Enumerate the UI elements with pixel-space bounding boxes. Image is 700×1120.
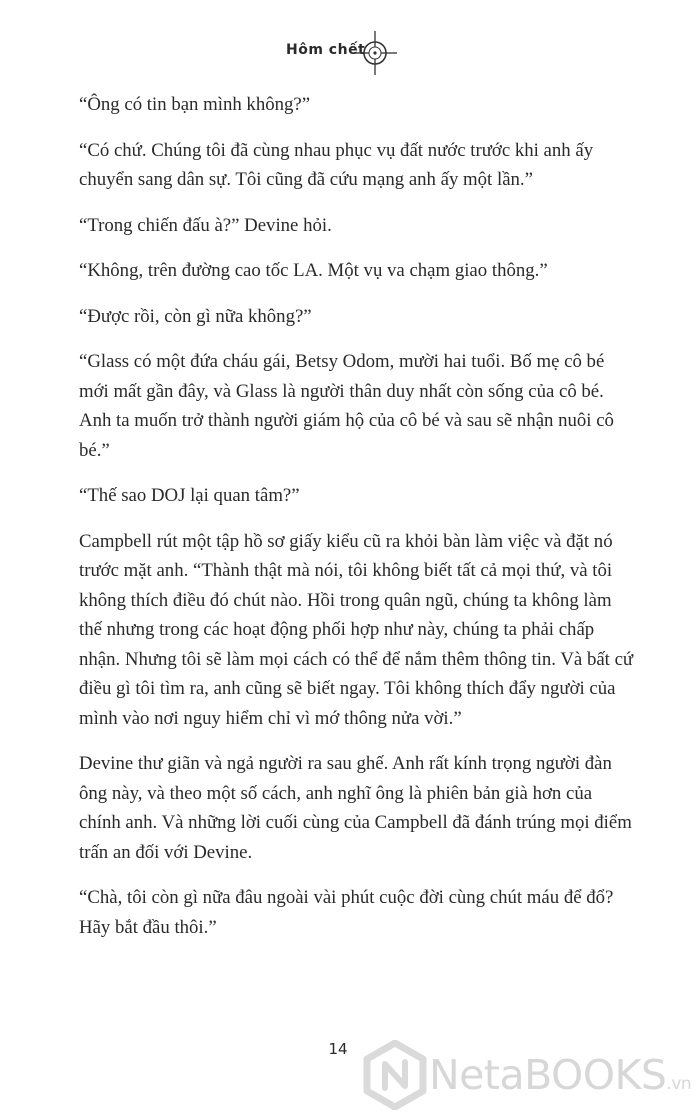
crosshair-icon <box>352 30 398 76</box>
netabooks-logo-icon <box>363 1040 427 1110</box>
paragraph: “Trong chiến đấu à?” Devine hỏi. <box>79 214 332 236</box>
paragraph: “Chà, tôi còn gì nữa đâu ngoài vài phút cuộc đời cùng chút máu để đổ? Hãy bắt đầu thôi.” <box>79 887 614 938</box>
running-header <box>286 30 426 74</box>
paragraph: “Thế sao DOJ lại quan tâm?” <box>79 485 300 506</box>
paragraph: “Được rồi, còn gì nữa không?” <box>79 305 312 327</box>
paragraph: Devine thư giãn và ngả người ra sau ghế. Anh rất kính trọng người đàn ông này, và theo một số cách, anh nghĩ ông là phiên bản già hơn của chính anh. Và những lời cuối cùng của Campbell đã đánh trúng mọi điểm trấn an đối với Devine. <box>79 753 632 863</box>
paragraph: “Có chứ. Chúng tôi đã cùng nhau phục vụ đất nước trước khi anh ấy chuyển sang dân sự. Tôi cũng đã cứu mạng anh ấy một lần.” <box>79 139 594 190</box>
paragraph: “Ông có tin bạn mình không?” <box>79 94 311 115</box>
page-number: 14 <box>328 1040 348 1058</box>
paragraph: “Không, trên đường cao tốc LA. Một vụ va chạm giao thông.” <box>79 260 548 281</box>
watermark-suffix: .vn <box>666 1074 692 1094</box>
paragraph: Campbell rút một tập hồ sơ giấy kiểu cũ ra khỏi bàn làm việc và đặt nó trước mặt anh. “Thành thật mà nói, tôi không biết tất cả mọi thứ, và tôi không thích điều đó chút nào. Hồi trong quân ngũ, chúng ta không làm thế nhưng trong các hoạt động phối hợp như này, chúng ta phải chấp nhận. Nhưng tôi sẽ làm mọi cách có thể để nắm thêm thông tin. Và bất cứ điều gì tôi tìm ra, anh cũng sẽ biết ngay. Tôi không thích đẩy người của mình vào nơi nguy hiểm chỉ vì mớ thông nửa vời.” <box>79 530 634 729</box>
watermark-name: NetaBOOKS <box>429 1051 667 1099</box>
netabooks-watermark <box>363 1040 698 1110</box>
body-text <box>79 90 635 958</box>
header-title: Hôm chết <box>286 42 366 58</box>
paragraph: “Glass có một đứa cháu gái, Betsy Odom, mười hai tuổi. Bố mẹ cô bé mới mất gần đây, và Glass là người thân duy nhất còn sống của cô bé. Anh ta muốn trở thành người giám hộ của cô bé và sau sẽ nhận nuôi cô bé.” <box>79 351 614 461</box>
watermark-text <box>429 1051 691 1099</box>
